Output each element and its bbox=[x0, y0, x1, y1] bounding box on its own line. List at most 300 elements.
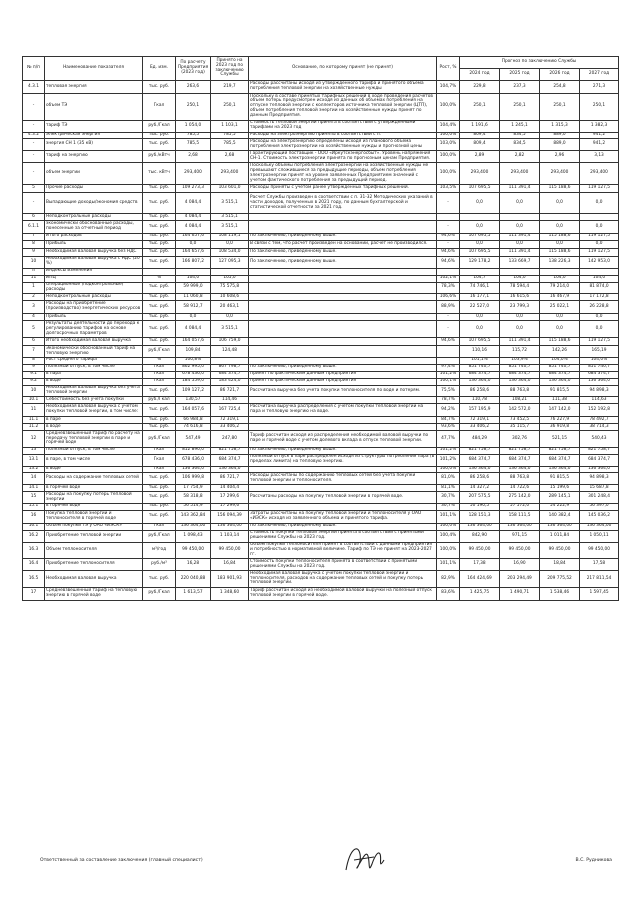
row-org-value: 130,57 bbox=[176, 397, 211, 404]
row-forecast-value: 684 374,7 bbox=[500, 371, 540, 378]
row-number: 16.3 bbox=[23, 542, 45, 559]
row-forecast-value: 0,0 bbox=[460, 321, 500, 338]
row-number: 5 bbox=[23, 321, 45, 338]
row-basis-text: Полезный отпуск в паре распределен исходя из структуры потребления пара (в пределах лимита) на тепловую энергию. bbox=[249, 454, 437, 466]
row-unit: тыс. руб. bbox=[143, 214, 176, 221]
row-org-value: 143 362,84 bbox=[176, 510, 211, 523]
row-number: - bbox=[23, 120, 45, 132]
row-forecast-value: 99 450,00 bbox=[580, 542, 619, 559]
row-forecast-value: 209 775,52 bbox=[540, 571, 580, 588]
row-forecast-value: 50 190,5 bbox=[460, 503, 500, 510]
row-number: - bbox=[23, 139, 45, 151]
table-row bbox=[23, 132, 619, 139]
row-number: 5 bbox=[23, 185, 45, 193]
row-org-value: 109 127,2 bbox=[176, 385, 211, 397]
row-forecast-value: 684 374,7 bbox=[460, 454, 500, 466]
table-row bbox=[23, 447, 619, 454]
table-row bbox=[23, 314, 619, 321]
row-forecast-value: 250,1 bbox=[540, 94, 580, 121]
row-unit: руб./Гкал bbox=[143, 587, 176, 600]
row-number: 12 bbox=[23, 431, 45, 448]
row-forecast-value: 684 374,7 bbox=[580, 454, 619, 466]
row-indicator-name: Выпадающие доходы/экономия средств bbox=[45, 193, 143, 214]
row-unit: тыс. руб. bbox=[143, 492, 176, 504]
row-indicator-name: Операционные (подконтрольные) расходы bbox=[45, 282, 143, 294]
row-growth: 94,6% bbox=[437, 233, 460, 240]
row-number: 7 bbox=[23, 346, 45, 358]
row-forecast-value: 2,96 bbox=[540, 151, 580, 163]
row-indicator-name: тепловая энергия bbox=[45, 81, 143, 94]
header-growth: Рост, % bbox=[437, 57, 460, 81]
row-forecast-value: 88 763,8 bbox=[500, 473, 540, 485]
table-row bbox=[23, 424, 619, 431]
row-number: 9.2 bbox=[23, 378, 45, 385]
row-forecast-value: 0,0 bbox=[540, 321, 580, 338]
row-number: 13 bbox=[23, 447, 45, 454]
row-service-value: 3 515,1 bbox=[211, 214, 249, 221]
row-forecast-value bbox=[460, 268, 500, 275]
row-forecast-value: 115,72 bbox=[500, 346, 540, 358]
row-forecast-value: 217 811,54 bbox=[580, 571, 619, 588]
row-org-value: 1 613,57 bbox=[176, 587, 211, 600]
row-org-value: 1 054,0 bbox=[176, 120, 211, 132]
row-unit: тыс. руб. bbox=[143, 510, 176, 523]
row-growth: 100,1% bbox=[437, 378, 460, 385]
row-forecast-value: 0,0 bbox=[580, 321, 619, 338]
row-indicator-name: в паре bbox=[45, 417, 143, 424]
row-growth bbox=[437, 268, 460, 275]
table-row bbox=[23, 81, 619, 94]
row-service-value: 293,400 bbox=[211, 163, 249, 185]
table-row bbox=[23, 163, 619, 185]
row-basis-text: Принят по фактическим данным Предприятия bbox=[249, 378, 437, 385]
row-forecast-value: 99 450,00 bbox=[460, 542, 500, 559]
row-forecast-value: 119 127,5 bbox=[580, 248, 619, 256]
row-service-value: 1 348,60 bbox=[211, 587, 249, 600]
row-forecast-value: 115 188,6 bbox=[540, 233, 580, 240]
row-org-value bbox=[176, 268, 211, 275]
row-forecast-value: 1 425,75 bbox=[460, 587, 500, 600]
row-service-value: 167 725,4 bbox=[211, 404, 249, 417]
row-growth: 94,6% bbox=[437, 248, 460, 256]
row-forecast-value: 25 022,1 bbox=[540, 301, 580, 314]
row-basis-text: По заключению, приведенному выше. bbox=[249, 447, 437, 454]
row-number: 13.1 bbox=[23, 454, 45, 466]
row-service-value: 86 721,7 bbox=[211, 385, 249, 397]
row-unit: тыс. руб. bbox=[143, 571, 176, 588]
row-service-value: 3 515,1 bbox=[211, 220, 249, 233]
row-service-value: 1 103,1 bbox=[211, 120, 249, 132]
row-org-value: 164 057,6 bbox=[176, 338, 211, 346]
row-forecast-value: 142,26 bbox=[540, 346, 580, 358]
table-row bbox=[23, 571, 619, 588]
tariff-table bbox=[22, 56, 619, 601]
row-forecast-value bbox=[580, 214, 619, 221]
row-forecast-value: 16 177,1 bbox=[460, 294, 500, 301]
row-org-value: 184 559,0 bbox=[176, 378, 211, 385]
row-forecast-value: 115 188,6 bbox=[540, 185, 580, 193]
row-forecast-value: 86 258,6 bbox=[460, 385, 500, 397]
row-forecast-value: 111,38 bbox=[540, 397, 580, 404]
row-forecast-value: 275 142,0 bbox=[500, 492, 540, 504]
row-unit: м³/год bbox=[143, 542, 176, 559]
table-row bbox=[23, 139, 619, 151]
table-row bbox=[23, 417, 619, 424]
row-growth: 103,0% bbox=[437, 139, 460, 151]
row-number: 16.1 bbox=[23, 523, 45, 530]
row-service-value: 1 103,14 bbox=[211, 530, 249, 542]
row-unit: тыс. руб. bbox=[143, 473, 176, 485]
row-indicator-name: Необходимая валовая выручка без учета тепловой энергии bbox=[45, 385, 143, 397]
table-row bbox=[23, 185, 619, 193]
footer-responsible-text: Ответственный за составление заключения (главный специалист) bbox=[40, 858, 203, 863]
row-basis-text: Необходимая валовая выручка с учетом покупки тепловой энергии и теплоносителя, расходов на содержание тепловых сетей и покупку потерь тепловой энергии. bbox=[249, 571, 437, 588]
row-basis-text: Тариф рассчитан исходя из необходимой валовой выручки на полезный отпуск тепловой энергии в горячей воде. bbox=[249, 587, 437, 600]
row-forecast-value: 851 740,7 bbox=[500, 364, 540, 371]
row-indicator-name: в пара bbox=[45, 371, 143, 378]
row-forecast-value: 165,19 bbox=[580, 346, 619, 358]
row-unit: Гкал bbox=[143, 94, 176, 121]
row-growth: 103,5% bbox=[437, 185, 460, 193]
row-growth: - bbox=[437, 321, 460, 338]
row-number: 9 bbox=[23, 364, 45, 371]
row-service-value: 821 758,7 bbox=[211, 447, 249, 454]
row-growth: 94,6% bbox=[437, 256, 460, 268]
row-indicator-name: Себестоимость без учета покупки bbox=[45, 397, 143, 404]
row-unit bbox=[143, 268, 176, 275]
row-basis-text: Объем покупки теплоносителя принят в соответствии с данными Предприятия и потребностью в нормативной величине. Тариф по ТЭ не принят на 2023-2027 гг. bbox=[249, 542, 437, 559]
row-indicator-name: в горячей воде bbox=[45, 503, 143, 510]
row-unit: Гкал bbox=[143, 447, 176, 454]
row-basis-text: Затраты рассчитаны на покупку тепловой энергии и теплоносителя у ОАО «ИЭСК» исходя из заявленного объема и принятого тарифа. bbox=[249, 510, 437, 523]
row-forecast-value: 147 142,0 bbox=[540, 404, 580, 417]
row-number: 9.1 bbox=[23, 371, 45, 378]
row-growth: 88,9% bbox=[437, 301, 460, 314]
row-service-value: 3 515,1 bbox=[211, 321, 249, 338]
row-basis-text bbox=[249, 294, 437, 301]
row-basis-text bbox=[249, 268, 437, 275]
row-forecast-value: 72 319,1 bbox=[460, 417, 500, 424]
row-forecast-value: 15 199,6 bbox=[540, 485, 580, 492]
row-forecast-value bbox=[460, 214, 500, 221]
row-growth: 81,0% bbox=[437, 473, 460, 485]
row-forecast-value: 78 594,4 bbox=[500, 282, 540, 294]
table-row bbox=[23, 371, 619, 378]
table-row bbox=[23, 240, 619, 248]
row-forecast-value: 0,0 bbox=[500, 321, 540, 338]
row-number: II bbox=[23, 268, 45, 275]
row-org-value: 293,400 bbox=[176, 163, 211, 185]
table-row bbox=[23, 338, 619, 346]
row-service-value: 0,0 bbox=[211, 240, 249, 248]
row-indicator-name: Средневзвешенный тариф по расчету на передачу тепловой энергии в паре и горячей воде bbox=[45, 431, 143, 448]
row-forecast-value bbox=[500, 268, 540, 275]
row-basis-text: Расходы рассчитаны исходя из утвержденного тарифа и принятого объема потребления тепловой энергии на хозяйственные нужды bbox=[249, 81, 437, 94]
row-service-value: 105,0 bbox=[211, 275, 249, 282]
row-indicator-name: Расходы на приобретение (производство) энергетических ресурсов bbox=[45, 301, 143, 314]
row-basis-text: Принят по фактическим данным Предприятия bbox=[249, 371, 437, 378]
row-unit: руб./Гкал bbox=[143, 346, 176, 358]
row-number: 4 bbox=[23, 314, 45, 321]
row-forecast-value: 136 364,0 bbox=[580, 378, 619, 385]
row-service-value: 785,5 bbox=[211, 132, 249, 139]
row-indicator-name: Прибыль bbox=[45, 314, 143, 321]
row-basis-text: Расходы на электроэнергию приняты в соответствии с п. bbox=[249, 132, 437, 139]
row-forecast-value: 79 214,0 bbox=[540, 282, 580, 294]
row-org-value: 785,5 bbox=[176, 132, 211, 139]
row-forecast-value: 14 327,2 bbox=[460, 485, 500, 492]
row-number: 6.1.1 bbox=[23, 220, 45, 233]
row-forecast-value: 254,8 bbox=[540, 81, 580, 94]
row-basis-text: Рассчитаны расходы на покупку тепловой энергии в горячей воде. bbox=[249, 492, 437, 504]
row-indicator-name: Индексы изменения bbox=[45, 268, 143, 275]
row-unit: тыс. руб. bbox=[143, 233, 176, 240]
row-unit: % bbox=[143, 275, 176, 282]
row-service-value: 17 299,6 bbox=[211, 503, 249, 510]
row-forecast-value: 103,9% bbox=[500, 357, 540, 364]
row-number: - bbox=[23, 94, 45, 121]
row-unit: Гкал bbox=[143, 523, 176, 530]
row-growth: 101,1% bbox=[437, 510, 460, 523]
row-forecast-value: 145 036,2 bbox=[580, 510, 619, 523]
row-org-value: 250,1 bbox=[176, 94, 211, 121]
row-basis-text: Поскольку объемы потребления электроэнергии на хозяйственные нужды не превышают сложившиеся за предыдущие периоды, объем потребления электроэнергии принят на уровне заявленных Предприятием значений с учетом фактического потребления за предыдущий период. bbox=[249, 163, 437, 185]
row-service-value: 127 095,3 bbox=[211, 256, 249, 268]
row-forecast-value: 17 172,8 bbox=[580, 294, 619, 301]
row-forecast-value: 101,1% bbox=[460, 357, 500, 364]
table-row bbox=[23, 454, 619, 466]
row-indicator-name: энергия СН 1 (35 кВ) bbox=[45, 139, 143, 151]
row-basis-text bbox=[249, 321, 437, 338]
table-row bbox=[23, 357, 619, 364]
row-growth bbox=[437, 346, 460, 358]
table-row bbox=[23, 248, 619, 256]
row-org-value: 220 040,88 bbox=[176, 571, 211, 588]
row-forecast-value: 157 195,9 bbox=[460, 404, 500, 417]
row-indicator-name: Неподконтрольные расходы bbox=[45, 214, 143, 221]
row-basis-text bbox=[249, 275, 437, 282]
row-forecast-value: 91 815,5 bbox=[540, 385, 580, 397]
row-forecast-value: 111 391,4 bbox=[500, 185, 540, 193]
row-service-value: 183 901,93 bbox=[211, 571, 249, 588]
row-indicator-name: Расходы на содержание тепловых сетей bbox=[45, 473, 143, 485]
table-row bbox=[23, 466, 619, 473]
row-forecast-value: 821 758,7 bbox=[580, 447, 619, 454]
row-forecast-value: 17,38 bbox=[460, 559, 500, 571]
row-service-value: 3 515,1 bbox=[211, 193, 249, 214]
row-forecast-value: 115 188,6 bbox=[540, 248, 580, 256]
row-forecast-value: 56 397,0 bbox=[580, 503, 619, 510]
row-forecast-value: 237,3 bbox=[500, 81, 540, 94]
row-forecast-value: 76 227,9 bbox=[540, 417, 580, 424]
row-forecast-value: 821 758,7 bbox=[460, 447, 500, 454]
row-growth bbox=[437, 214, 460, 221]
header-basis: Основание, по которому принят (не принят) bbox=[249, 57, 437, 81]
row-forecast-value: 484,29 bbox=[460, 431, 500, 448]
row-service-value: 99 450,00 bbox=[211, 542, 249, 559]
header-year-2025: 2025 год bbox=[500, 69, 540, 81]
row-forecast-value: 851 740,7 bbox=[540, 364, 580, 371]
row-number: 16.4 bbox=[23, 559, 45, 571]
row-basis-text: Стоимость покупки теплоносителя принята в соответствии с принятыми решениями Службы на 2023 год. bbox=[249, 559, 437, 571]
row-growth: 104,4% bbox=[437, 120, 460, 132]
row-number: 16.2 bbox=[23, 530, 45, 542]
row-org-value: 104,0 bbox=[176, 275, 211, 282]
row-org-value: 0,0 bbox=[176, 240, 211, 248]
row-forecast-value: 136 364,0 bbox=[460, 466, 500, 473]
row-growth: 97,4% bbox=[437, 364, 460, 371]
row-forecast-value: 16 615,6 bbox=[500, 294, 540, 301]
row-number: 11 bbox=[23, 275, 45, 282]
table-row bbox=[23, 294, 619, 301]
row-forecast-value: 107 695,5 bbox=[460, 185, 500, 193]
row-forecast-value: 104,0% bbox=[580, 357, 619, 364]
row-forecast-value: 16,90 bbox=[500, 559, 540, 571]
row-org-value: 109 273,3 bbox=[176, 185, 211, 193]
row-service-value: 108 534,0 bbox=[211, 248, 249, 256]
row-number: 6 bbox=[23, 338, 45, 346]
row-forecast-value: 108,21 bbox=[500, 397, 540, 404]
row-indicator-name: Итого необходимая валовая выручка bbox=[45, 338, 143, 346]
row-forecast-value: 250,1 bbox=[580, 94, 619, 121]
row-org-value: 66 984,8 bbox=[176, 417, 211, 424]
row-unit: руб./Гкал bbox=[143, 120, 176, 132]
table-row bbox=[23, 587, 619, 600]
row-forecast-value: 684 374,7 bbox=[500, 454, 540, 466]
row-service-value: 247,80 bbox=[211, 431, 249, 448]
row-forecast-value: 107 695,5 bbox=[460, 248, 500, 256]
row-indicator-name: Необходимая валовая выручка без НДС bbox=[45, 248, 143, 256]
row-service-value: 219,7 bbox=[211, 81, 249, 94]
row-unit: тыс. руб. bbox=[143, 81, 176, 94]
row-forecast-value: 684 374,7 bbox=[580, 371, 619, 378]
row-forecast-value: 834,5 bbox=[500, 132, 540, 139]
row-org-value: 0,0 bbox=[176, 314, 211, 321]
row-growth: 78,3% bbox=[437, 282, 460, 294]
row-forecast-value: 0,0 bbox=[540, 220, 580, 233]
row-forecast-value: 104,0 bbox=[580, 275, 619, 282]
row-forecast-value: 81 874,0 bbox=[580, 282, 619, 294]
row-growth: 30,7% bbox=[437, 503, 460, 510]
row-forecast-value: 142 572,0 bbox=[500, 404, 540, 417]
header-year-2027: 2027 год bbox=[580, 69, 619, 81]
row-forecast-value: 0,0 bbox=[500, 240, 540, 248]
row-growth: 75,5% bbox=[437, 385, 460, 397]
row-forecast-value bbox=[540, 268, 580, 275]
table-row bbox=[23, 364, 619, 371]
row-forecast-value: 0,0 bbox=[580, 193, 619, 214]
row-forecast-value: 54 222,9 bbox=[540, 503, 580, 510]
row-forecast-value: 0,0 bbox=[540, 314, 580, 321]
footer-signer-name: В.С. Рудникова bbox=[575, 858, 612, 863]
row-forecast-value: 684 374,7 bbox=[540, 371, 580, 378]
row-forecast-value: 158 111,5 bbox=[500, 510, 540, 523]
row-service-value: 684 374,7 bbox=[211, 371, 249, 378]
row-forecast-value: 73 452,5 bbox=[500, 417, 540, 424]
row-forecast-value: 22 527,0 bbox=[460, 301, 500, 314]
row-forecast-value: 136 364,0 bbox=[500, 378, 540, 385]
row-forecast-value: 152 192,8 bbox=[580, 404, 619, 417]
row-forecast-value: 851 740,7 bbox=[580, 364, 619, 371]
row-growth: 100,4% bbox=[437, 530, 460, 542]
row-forecast-value bbox=[540, 214, 580, 221]
row-forecast-value: 0,0 bbox=[460, 193, 500, 214]
row-forecast-value: 809,4 bbox=[460, 132, 500, 139]
row-forecast-value: 0,0 bbox=[460, 314, 500, 321]
row-number: - bbox=[23, 151, 45, 163]
row-forecast-value: 293,400 bbox=[460, 163, 500, 185]
row-basis-text bbox=[249, 466, 437, 473]
row-basis-text bbox=[249, 485, 437, 492]
row-forecast-value: 15 687,8 bbox=[580, 485, 619, 492]
row-org-value: 4 084,4 bbox=[176, 321, 211, 338]
row-forecast-value: 114,63 bbox=[580, 397, 619, 404]
row-basis-text bbox=[249, 282, 437, 294]
table-row bbox=[23, 151, 619, 163]
row-basis-text: Гарантирующий поставщик - ООО «Иркутскэнергосбыт». Уровень напряжения СН-1. Стоимость электроэнергии принята по прогнозным ценам Предприятия. bbox=[249, 151, 437, 163]
row-forecast-value: 104,7 bbox=[460, 275, 500, 282]
row-forecast-value: 271,3 bbox=[580, 81, 619, 94]
row-forecast-value: 2,82 bbox=[500, 151, 540, 163]
row-number: 2 bbox=[23, 294, 45, 301]
row-forecast-value: 684 374,7 bbox=[540, 454, 580, 466]
header-org: По расчету Предприятия (2023 год) bbox=[176, 57, 211, 81]
row-indicator-name: экономически обоснованные расходы, понесенные за отчетный период bbox=[45, 220, 143, 233]
header-name: Наименование показателя bbox=[45, 57, 143, 81]
row-indicator-name: Необходимая валовая выручка с учетом покупки тепловой энергии, в том числе: bbox=[45, 404, 143, 417]
table-row bbox=[23, 530, 619, 542]
row-org-value: 2,68 bbox=[176, 151, 211, 163]
row-forecast-value: 250,1 bbox=[500, 94, 540, 121]
row-basis-text: В связи с тем, что расчет произведен на основании, расчет не производился. bbox=[249, 240, 437, 248]
table-row bbox=[23, 346, 619, 358]
row-unit: руб./Гкал bbox=[143, 397, 176, 404]
row-forecast-value: 1 382,3 bbox=[580, 120, 619, 132]
row-forecast-value bbox=[500, 214, 540, 221]
row-forecast-value: 941,2 bbox=[580, 139, 619, 151]
row-growth: - bbox=[437, 314, 460, 321]
row-forecast-value: 809,4 bbox=[460, 139, 500, 151]
table-row bbox=[23, 397, 619, 404]
table-row bbox=[23, 542, 619, 559]
row-forecast-value: 119 127,5 bbox=[580, 185, 619, 193]
row-forecast-value: 107 695,5 bbox=[460, 338, 500, 346]
row-indicator-name: Средневзвешенный тариф на тепловую энергию в горячей воде bbox=[45, 587, 143, 600]
row-org-value: 785,5 bbox=[176, 139, 211, 151]
table-row bbox=[23, 404, 619, 417]
row-service-value: 33 406,2 bbox=[211, 424, 249, 431]
row-indicator-name: Необходимая валовая выручка с НДС (20 %) bbox=[45, 256, 143, 268]
table-row bbox=[23, 492, 619, 504]
row-forecast-value: 0,0 bbox=[540, 193, 580, 214]
row-indicator-name: Электрическая энергия bbox=[45, 132, 143, 139]
row-basis-text: По заключению, приведенному выше. bbox=[249, 256, 437, 268]
row-forecast-value: 1 597,45 bbox=[580, 587, 619, 600]
row-basis-text: По заключению, приведенному выше. bbox=[249, 523, 437, 530]
table-row bbox=[23, 321, 619, 338]
row-basis-text bbox=[249, 338, 437, 346]
row-forecast-value: 17,58 bbox=[580, 559, 619, 571]
table-row bbox=[23, 523, 619, 530]
row-forecast-value: 86 258,6 bbox=[460, 473, 500, 485]
row-forecast-value: 250,1 bbox=[460, 94, 500, 121]
row-growth: 101,2% bbox=[437, 371, 460, 378]
row-number: - bbox=[23, 163, 45, 185]
footer bbox=[22, 840, 618, 880]
row-indicator-name: Прочие расходы bbox=[45, 185, 143, 193]
row-basis-text bbox=[249, 346, 437, 358]
row-growth: 84,7% bbox=[437, 417, 460, 424]
